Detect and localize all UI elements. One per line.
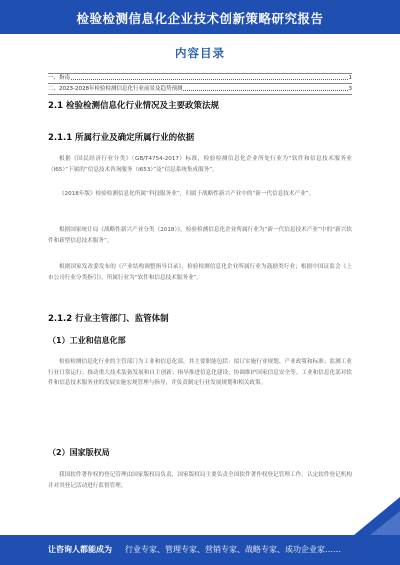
section-heading: 2.1 检验检测信息化行业情况及主要政策法规 [48, 101, 220, 111]
corner-decoration-inner [370, 511, 400, 535]
footer-tagline: 行业专家、管理专家、营销专家、战略专家、成功企业家…… [125, 545, 341, 554]
body-paragraph: 检验检测信息化行业的主管部门为工业和信息化部，其主要职能包括：拟订实施行业规划、产业政策和标准；监测工业行业日常运行；推动重大技术装备发展和自主创新；指导推进信息化建设；协调维护国家信息安全等。工业和信息化部对软件和信息技术服务业的发展实施宏观管理与指导，并负责制定行业发展规划和相关政策。 [48, 359, 352, 386]
toc-leader-dots [71, 75, 347, 80]
page-footer [0, 535, 400, 565]
toc-divider [48, 73, 352, 74]
report-title: 检验检测信息化企业技术创新策略研究报告 [76, 11, 324, 26]
subsection-heading: 2.1.1 所属行业及确定所属行业的依据 [48, 133, 195, 143]
toc-divider [48, 83, 352, 84]
body-paragraph: 《2018年版》检验检测信息化所属“科技服务业”，归属于战略性新兴产业中的“新一代信息技术产业”。 [59, 191, 315, 197]
body-paragraph: 根据国家统计局《战略性新兴产业分类（2018）》，检验检测信息化企业所属行业为“新一代信息技术产业”中的“新兴软件和新型信息技术服务”。 [48, 227, 352, 244]
toc-item-page: 3 [348, 86, 352, 92]
report-header [0, 0, 400, 34]
body-paragraph: 根据《国民经济行业分类》（GB/T4754-2017）标准，检验检测信息化企业所处行业为“软件和信息技术服务业（I65）”下属的“信息技术咨询服务（I653）”及“信息系统集成服务”。 [48, 156, 352, 173]
footer-slogan: 让咨询人都能成为 [48, 545, 112, 554]
body-paragraph: 我国软件著作权的登记管理由国家版权局负责，国家版权局主要负责全国软件著作权登记管理工作，认定软件登记机构并对其登记活动进行监督管理。 [48, 472, 352, 489]
toc-leader-dots [183, 86, 347, 91]
toc-title: 内容目录 [175, 46, 225, 60]
toc-item[interactable] [48, 75, 352, 82]
body-paragraph: 根据国家发改委发布的《产业结构调整指导目录》，检验检测信息化企业所属行业为鼓励类行业；根据中国证监会《上市公司行业分类指引》，所属行业为“软件和信息技术服务业”。 [48, 264, 352, 281]
toc-item-label: 一、指南 [48, 75, 71, 81]
toc-item[interactable] [48, 86, 352, 93]
toc-divider [48, 94, 352, 95]
subsubsection-heading: （2）国家版权局 [48, 448, 110, 457]
subsubsection-heading: （1）工业和信息化部 [48, 336, 126, 345]
toc-item-page: 1 [348, 75, 352, 81]
subsection-heading: 2.1.2 行业主管部门、监管体制 [48, 314, 169, 324]
toc-item-label: 二、2023-2028年检验检测信息化行业前景及趋势预测 [48, 86, 183, 92]
